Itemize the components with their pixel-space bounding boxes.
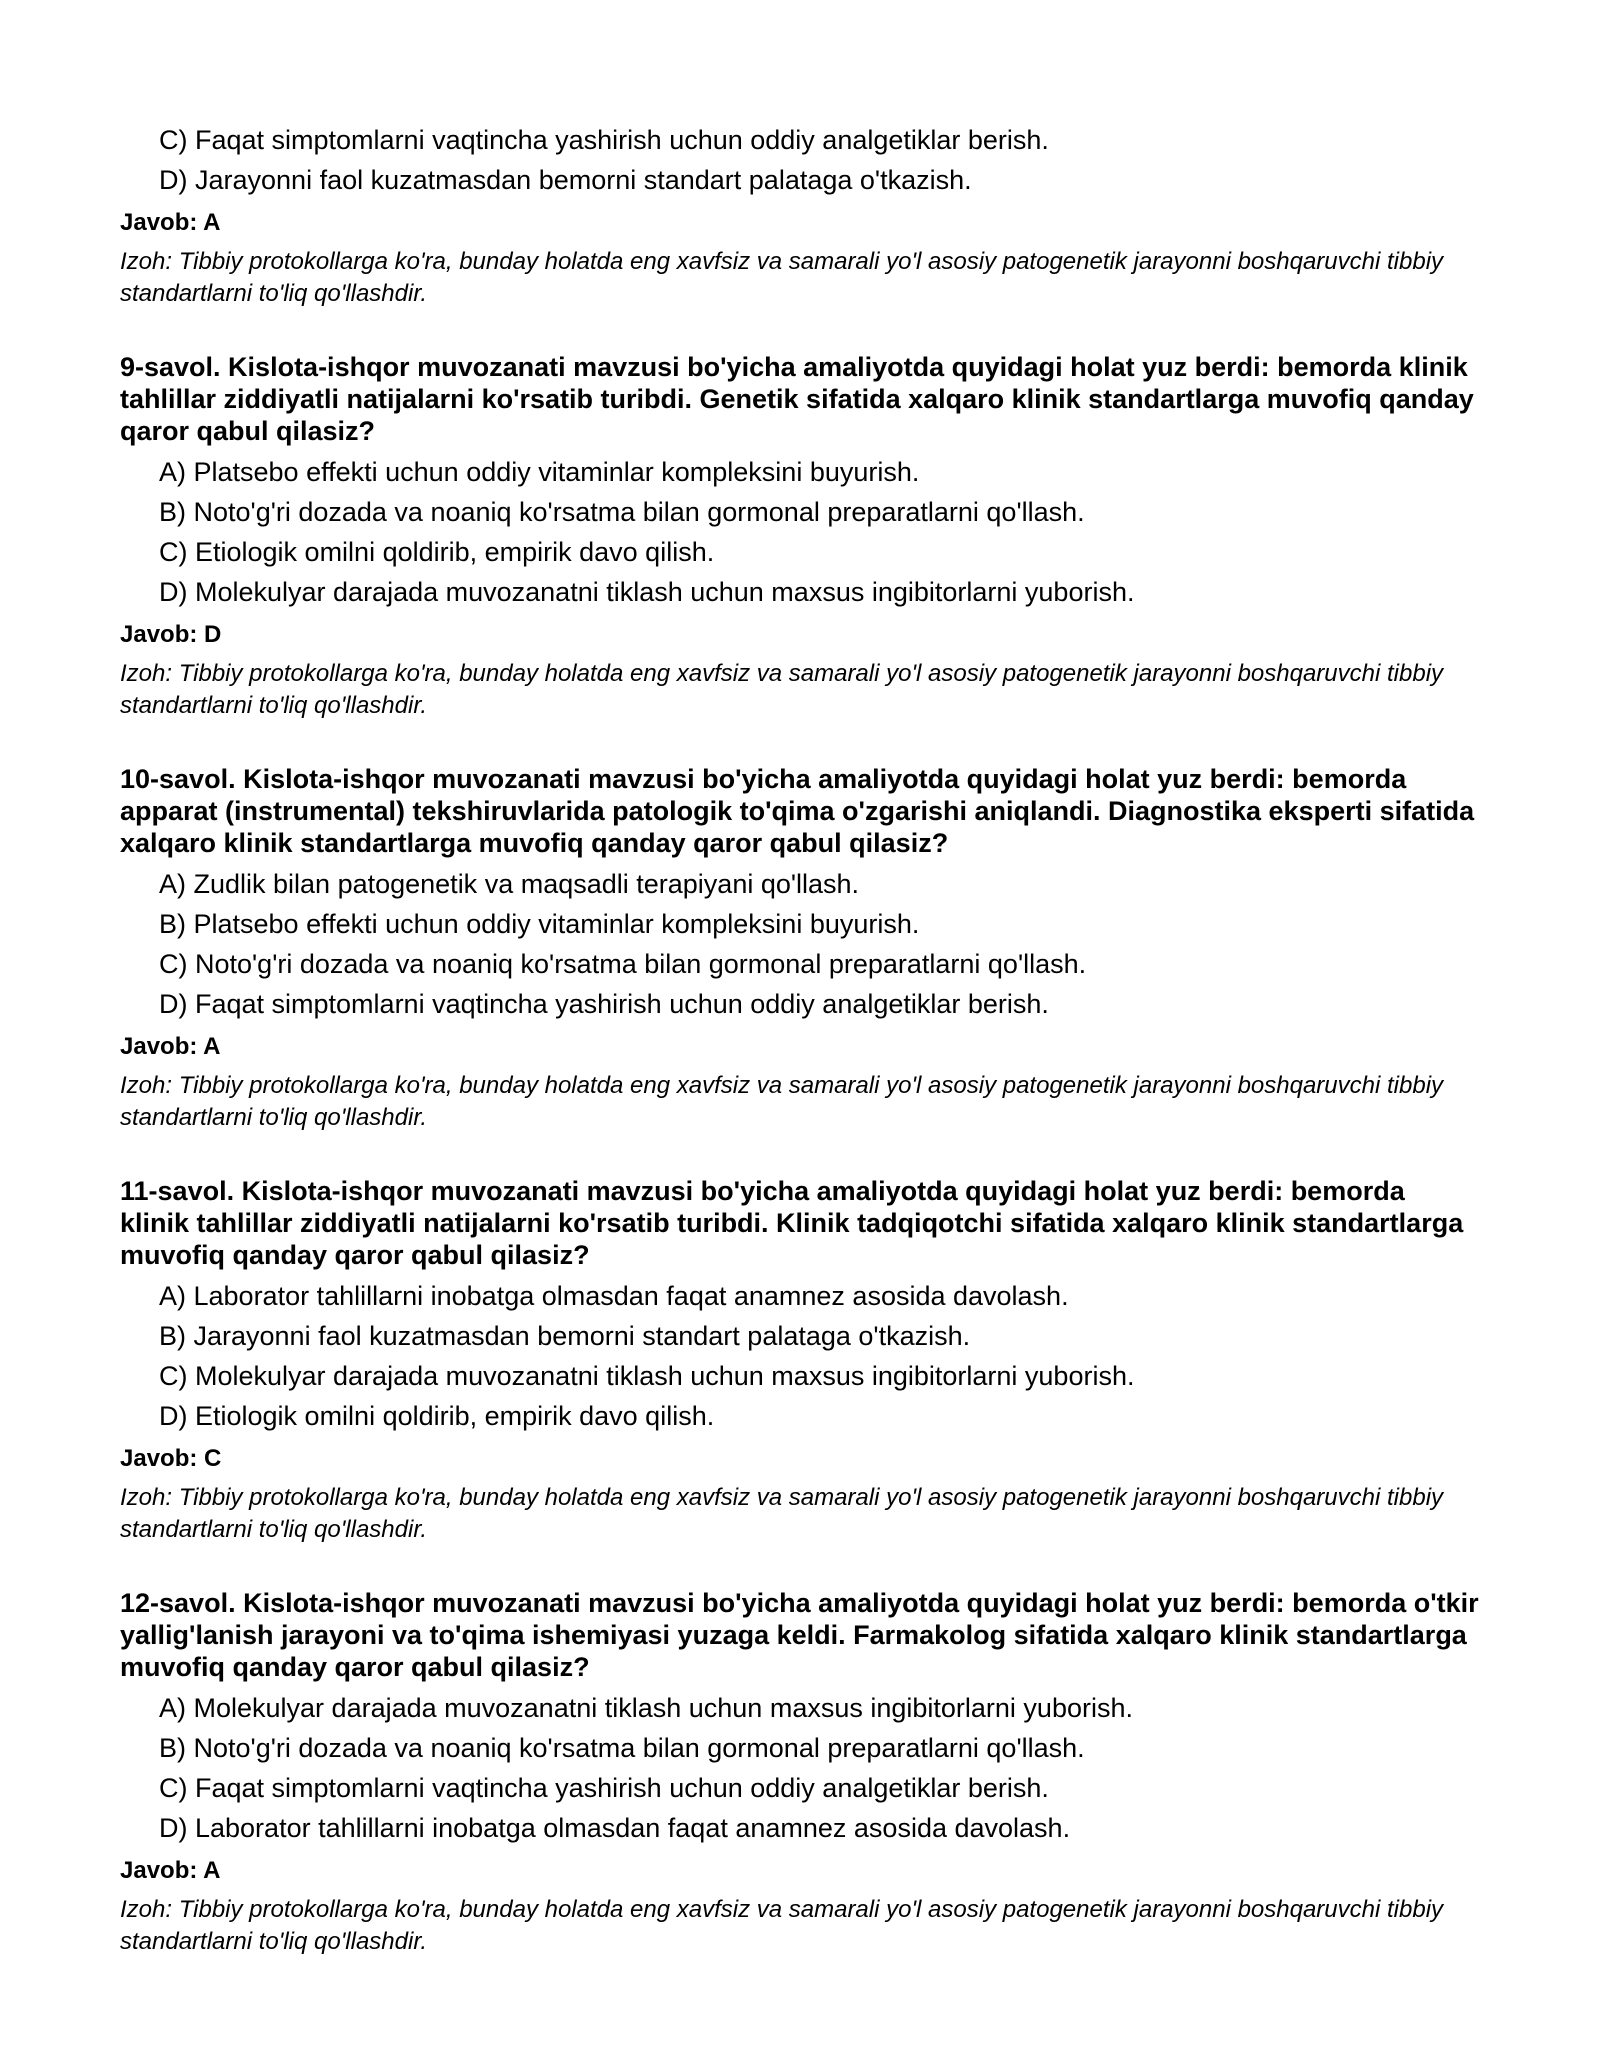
answer-label: Javob: A [120, 1857, 221, 1884]
question-12 [120, 1587, 1480, 1958]
question-title: 12-savol. Kislota-ishqor muvozanati mavzusi bo'yicha amaliyotda quyidagi holat yuz berdi: bemorda o'tkir yallig'lanish jarayoni va to'qima ishemiyasi yuzaga keldi. Farmakolog sifatida xalqaro klinik standartlarga muvofiq qanday qaror qabul qilasiz? [120, 1588, 1479, 1682]
option-list [120, 1688, 1480, 1848]
explanation-note: Izoh: Tibbiy protokollarga ko'ra, bunday holatda eng xavfsiz va samarali yo'l asosiy patogenetik jarayonni boshqaruvchi tibbiy standartlarni to'liq qo'llashdir. [120, 1484, 1444, 1543]
question-11 [120, 1175, 1480, 1546]
question-8-continuation [120, 120, 1480, 310]
option-a: A) Platsebo effekti uchun oddiy vitaminlar kompleksini buyurish. [159, 457, 920, 487]
option-b: B) Noto'g'ri dozada va noaniq ko'rsatma bilan gormonal preparatlarni qo'llash. [159, 497, 1085, 527]
option-b: B) Jarayonni faol kuzatmasdan bemorni standart palataga o'tkazish. [159, 1321, 971, 1351]
option-d: D) Jarayonni faol kuzatmasdan bemorni standart palataga o'tkazish. [159, 165, 972, 195]
option-list [120, 452, 1480, 612]
answer-label: Javob: A [120, 209, 221, 236]
explanation-note: Izoh: Tibbiy protokollarga ko'ra, bunday holatda eng xavfsiz va samarali yo'l asosiy patogenetik jarayonni boshqaruvchi tibbiy standartlarni to'liq qo'llashdir. [120, 1072, 1444, 1131]
option-c: C) Etiologik omilni qoldirib, empirik davo qilish. [159, 537, 715, 567]
question-title: 11-savol. Kislota-ishqor muvozanati mavzusi bo'yicha amaliyotda quyidagi holat yuz berdi: bemorda klinik tahlillar ziddiyatli natijalarni ko'rsatib turibdi. Klinik tadqiqotchi sifatida xalqaro klinik standartlarga muvofiq qanday qaror qabul qilasiz? [120, 1176, 1464, 1270]
question-title: 10-savol. Kislota-ishqor muvozanati mavzusi bo'yicha amaliyotda quyidagi holat yuz berdi: bemorda apparat (instrumental) tekshiruvlarida patologik to'qima o'zgarishi aniqlandi. Diagnostika eksperti sifatida xalqaro klinik standartlarga muvofiq qanday qaror qabul qilasiz? [120, 764, 1475, 858]
option-d: D) Molekulyar darajada muvozanatni tiklash uchun maxsus ingibitorlarni yuborish. [159, 577, 1135, 607]
option-b: B) Noto'g'ri dozada va noaniq ko'rsatma bilan gormonal preparatlarni qo'llash. [159, 1733, 1085, 1763]
option-d: D) Etiologik omilni qoldirib, empirik davo qilish. [159, 1401, 715, 1431]
option-d: D) Faqat simptomlarni vaqtincha yashirish uchun oddiy analgetiklar berish. [159, 989, 1049, 1019]
answer-label: Javob: D [120, 621, 222, 648]
option-c: C) Faqat simptomlarni vaqtincha yashirish uchun oddiy analgetiklar berish. [159, 125, 1049, 155]
question-9 [120, 351, 1480, 722]
question-title: 9-savol. Kislota-ishqor muvozanati mavzusi bo'yicha amaliyotda quyidagi holat yuz berdi: bemorda klinik tahlillar ziddiyatli natijalarni ko'rsatib turibdi. Genetik sifatida xalqaro klinik standartlarga muvofiq qanday qaror qabul qilasiz? [120, 352, 1474, 446]
option-c: C) Noto'g'ri dozada va noaniq ko'rsatma bilan gormonal preparatlarni qo'llash. [159, 949, 1087, 979]
answer-label: Javob: C [120, 1445, 222, 1472]
explanation-note: Izoh: Tibbiy protokollarga ko'ra, bunday holatda eng xavfsiz va samarali yo'l asosiy patogenetik jarayonni boshqaruvchi tibbiy standartlarni to'liq qo'llashdir. [120, 660, 1444, 719]
answer-label: Javob: A [120, 1033, 221, 1060]
option-list [120, 864, 1480, 1024]
option-c: C) Molekulyar darajada muvozanatni tiklash uchun maxsus ingibitorlarni yuborish. [159, 1361, 1135, 1391]
explanation-note: Izoh: Tibbiy protokollarga ko'ra, bunday holatda eng xavfsiz va samarali yo'l asosiy patogenetik jarayonni boshqaruvchi tibbiy standartlarni to'liq qo'llashdir. [120, 248, 1444, 307]
option-d: D) Laborator tahlillarni inobatga olmasdan faqat anamnez asosida davolash. [159, 1813, 1071, 1843]
question-10 [120, 763, 1480, 1134]
option-c: C) Faqat simptomlarni vaqtincha yashirish uchun oddiy analgetiklar berish. [159, 1773, 1049, 1803]
option-b: B) Platsebo effekti uchun oddiy vitaminlar kompleksini buyurish. [159, 909, 920, 939]
option-a: A) Laborator tahlillarni inobatga olmasdan faqat anamnez asosida davolash. [159, 1281, 1069, 1311]
option-a: A) Molekulyar darajada muvozanatni tiklash uchun maxsus ingibitorlarni yuborish. [159, 1693, 1133, 1723]
option-list [120, 120, 1480, 200]
option-a: A) Zudlik bilan patogenetik va maqsadli terapiyani qo'llash. [159, 869, 860, 899]
explanation-note: Izoh: Tibbiy protokollarga ko'ra, bunday holatda eng xavfsiz va samarali yo'l asosiy patogenetik jarayonni boshqaruvchi tibbiy standartlarni to'liq qo'llashdir. [120, 1896, 1444, 1955]
option-list [120, 1276, 1480, 1436]
